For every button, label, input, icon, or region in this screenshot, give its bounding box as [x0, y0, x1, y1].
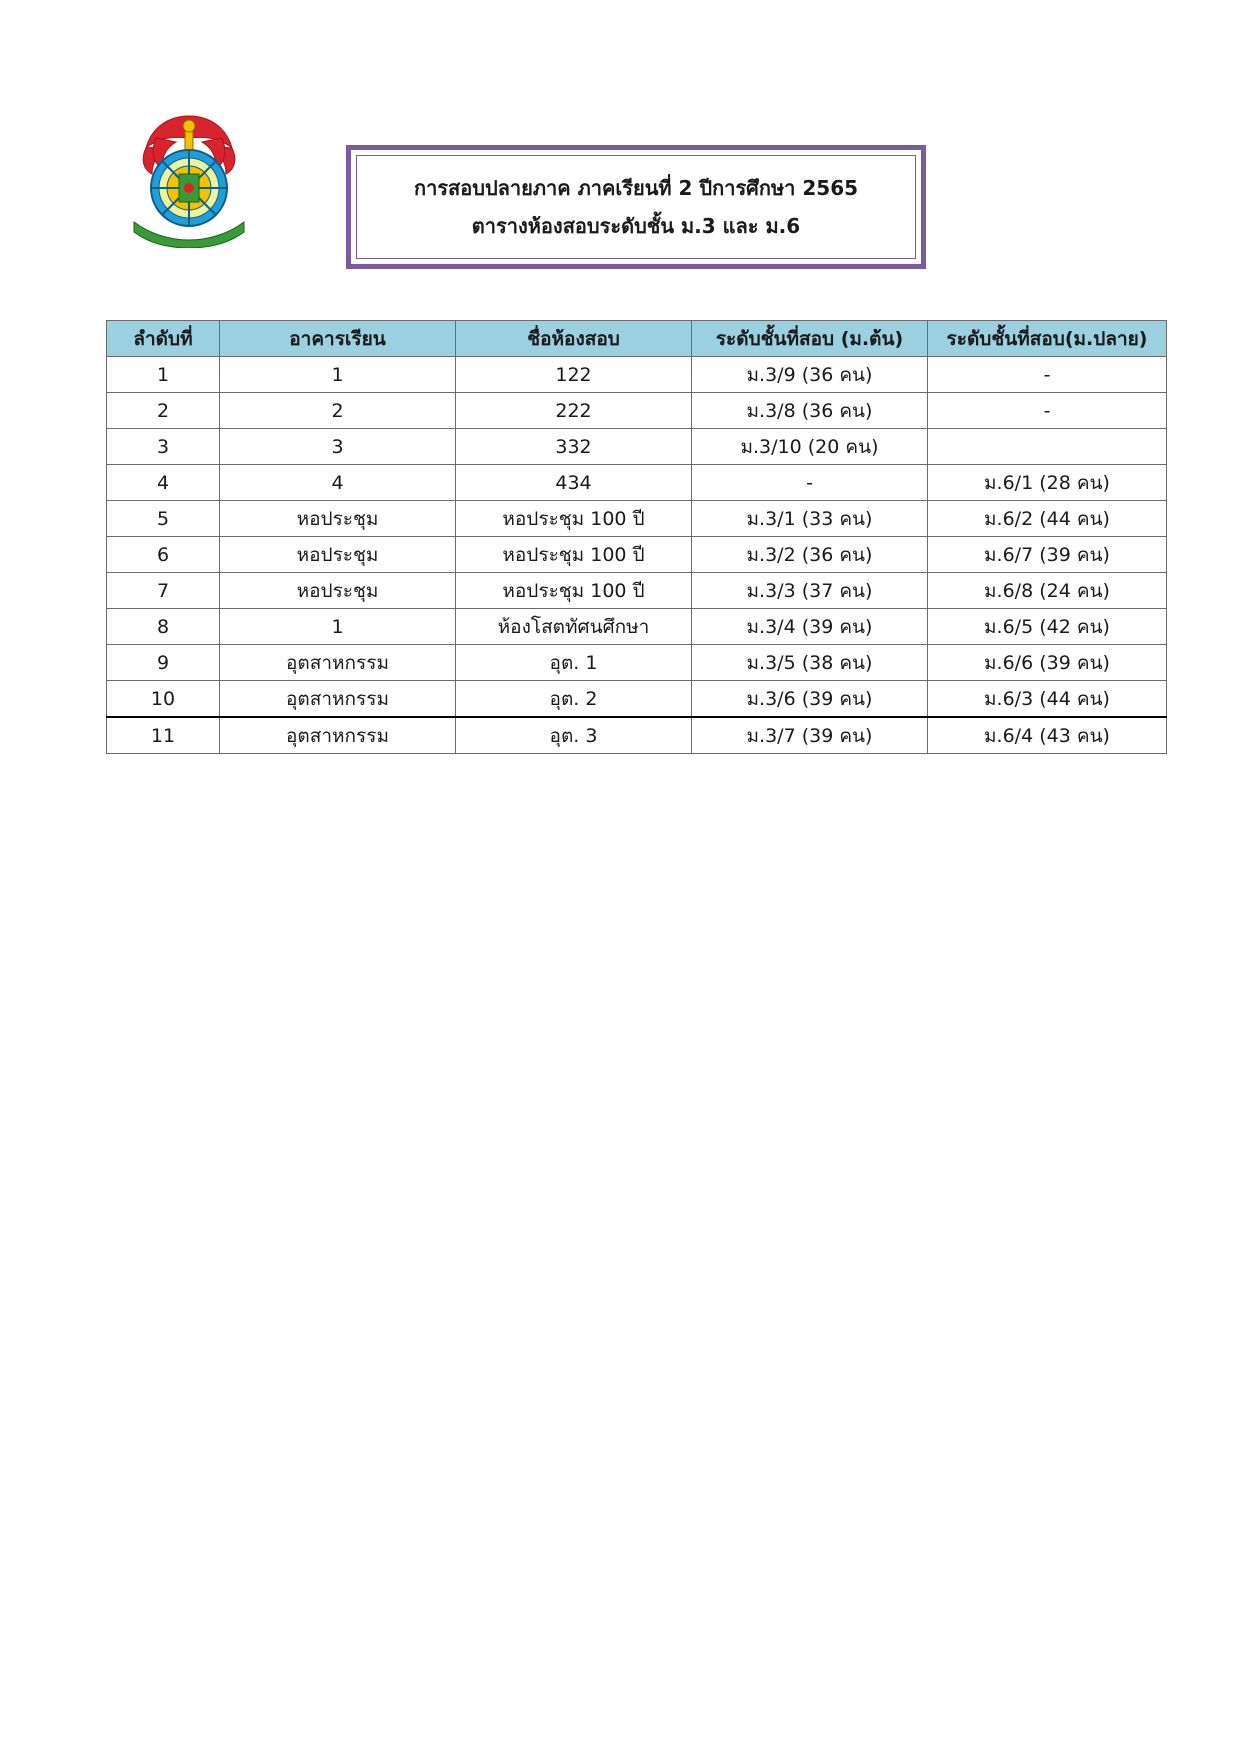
cell-upper-secondary: ม.6/4 (43 คน)	[928, 717, 1167, 754]
table-row	[107, 501, 1167, 537]
col-header-lower-secondary: ระดับชั้นที่สอบ (ม.ต้น)	[692, 321, 928, 357]
cell-lower-secondary: ม.3/3 (37 คน)	[692, 573, 928, 609]
cell-order: 3	[107, 429, 220, 465]
cell-room: หอประชุม 100 ปี	[456, 573, 692, 609]
table-row	[107, 681, 1167, 718]
cell-upper-secondary: -	[928, 357, 1167, 393]
table-row	[107, 609, 1167, 645]
cell-room: 222	[456, 393, 692, 429]
cell-order: 4	[107, 465, 220, 501]
exam-subtitle: ตารางห้องสอบระดับชั้น ม.3 และ ม.6	[471, 214, 801, 238]
cell-room: 122	[456, 357, 692, 393]
cell-lower-secondary: ม.3/4 (39 คน)	[692, 609, 928, 645]
cell-lower-secondary: ม.3/8 (36 คน)	[692, 393, 928, 429]
cell-room: อุต. 2	[456, 681, 692, 718]
cell-lower-secondary: ม.3/9 (36 คน)	[692, 357, 928, 393]
cell-upper-secondary	[928, 429, 1167, 465]
cell-lower-secondary: ม.3/2 (36 คน)	[692, 537, 928, 573]
cell-room: 332	[456, 429, 692, 465]
col-header-upper-secondary: ระดับชั้นที่สอบ(ม.ปลาย)	[928, 321, 1167, 357]
cell-room: หอประชุม 100 ปี	[456, 501, 692, 537]
cell-order: 1	[107, 357, 220, 393]
exam-title: การสอบปลายภาค ภาคเรียนที่ 2 ปีการศึกษา 2565	[413, 176, 859, 200]
cell-upper-secondary: ม.6/2 (44 คน)	[928, 501, 1167, 537]
cell-upper-secondary: ม.6/3 (44 คน)	[928, 681, 1167, 718]
cell-order: 2	[107, 393, 220, 429]
table-row	[107, 393, 1167, 429]
cell-lower-secondary: -	[692, 465, 928, 501]
table-row	[107, 537, 1167, 573]
cell-building: 3	[220, 429, 456, 465]
table-row	[107, 465, 1167, 501]
cell-upper-secondary: ม.6/7 (39 คน)	[928, 537, 1167, 573]
cell-order: 10	[107, 681, 220, 718]
col-header-building: อาคารเรียน	[220, 321, 456, 357]
cell-order: 6	[107, 537, 220, 573]
cell-building: หอประชุม	[220, 537, 456, 573]
cell-order: 8	[107, 609, 220, 645]
title-inner-frame	[356, 155, 916, 259]
col-header-room: ชื่อห้องสอบ	[456, 321, 692, 357]
cell-room: อุต. 1	[456, 645, 692, 681]
cell-building: อุตสาหกรรม	[220, 681, 456, 718]
cell-order: 5	[107, 501, 220, 537]
cell-building: 1	[220, 609, 456, 645]
cell-room: ห้องโสตทัศนศึกษา	[456, 609, 692, 645]
cell-upper-secondary: -	[928, 393, 1167, 429]
table-row	[107, 645, 1167, 681]
table-row	[107, 573, 1167, 609]
cell-building: อุตสาหกรรม	[220, 717, 456, 754]
exam-room-table	[106, 320, 1167, 754]
cell-upper-secondary: ม.6/5 (42 คน)	[928, 609, 1167, 645]
col-header-order: ลำดับที่	[107, 321, 220, 357]
school-emblem-icon	[130, 108, 248, 248]
table-row	[107, 429, 1167, 465]
cell-lower-secondary: ม.3/1 (33 คน)	[692, 501, 928, 537]
cell-order: 7	[107, 573, 220, 609]
cell-upper-secondary: ม.6/8 (24 คน)	[928, 573, 1167, 609]
cell-building: หอประชุม	[220, 501, 456, 537]
table-row	[107, 717, 1167, 754]
cell-upper-secondary: ม.6/1 (28 คน)	[928, 465, 1167, 501]
cell-building: หอประชุม	[220, 573, 456, 609]
cell-room: 434	[456, 465, 692, 501]
cell-building: 2	[220, 393, 456, 429]
cell-room: หอประชุม 100 ปี	[456, 537, 692, 573]
cell-order: 11	[107, 717, 220, 754]
cell-building: 4	[220, 465, 456, 501]
cell-lower-secondary: ม.3/7 (39 คน)	[692, 717, 928, 754]
cell-order: 9	[107, 645, 220, 681]
cell-lower-secondary: ม.3/10 (20 คน)	[692, 429, 928, 465]
cell-building: อุตสาหกรรม	[220, 645, 456, 681]
document-title-box	[346, 145, 926, 269]
table-header-row	[107, 321, 1167, 357]
cell-building: 1	[220, 357, 456, 393]
cell-room: อุต. 3	[456, 717, 692, 754]
cell-lower-secondary: ม.3/6 (39 คน)	[692, 681, 928, 718]
cell-lower-secondary: ม.3/5 (38 คน)	[692, 645, 928, 681]
table-row	[107, 357, 1167, 393]
cell-upper-secondary: ม.6/6 (39 คน)	[928, 645, 1167, 681]
